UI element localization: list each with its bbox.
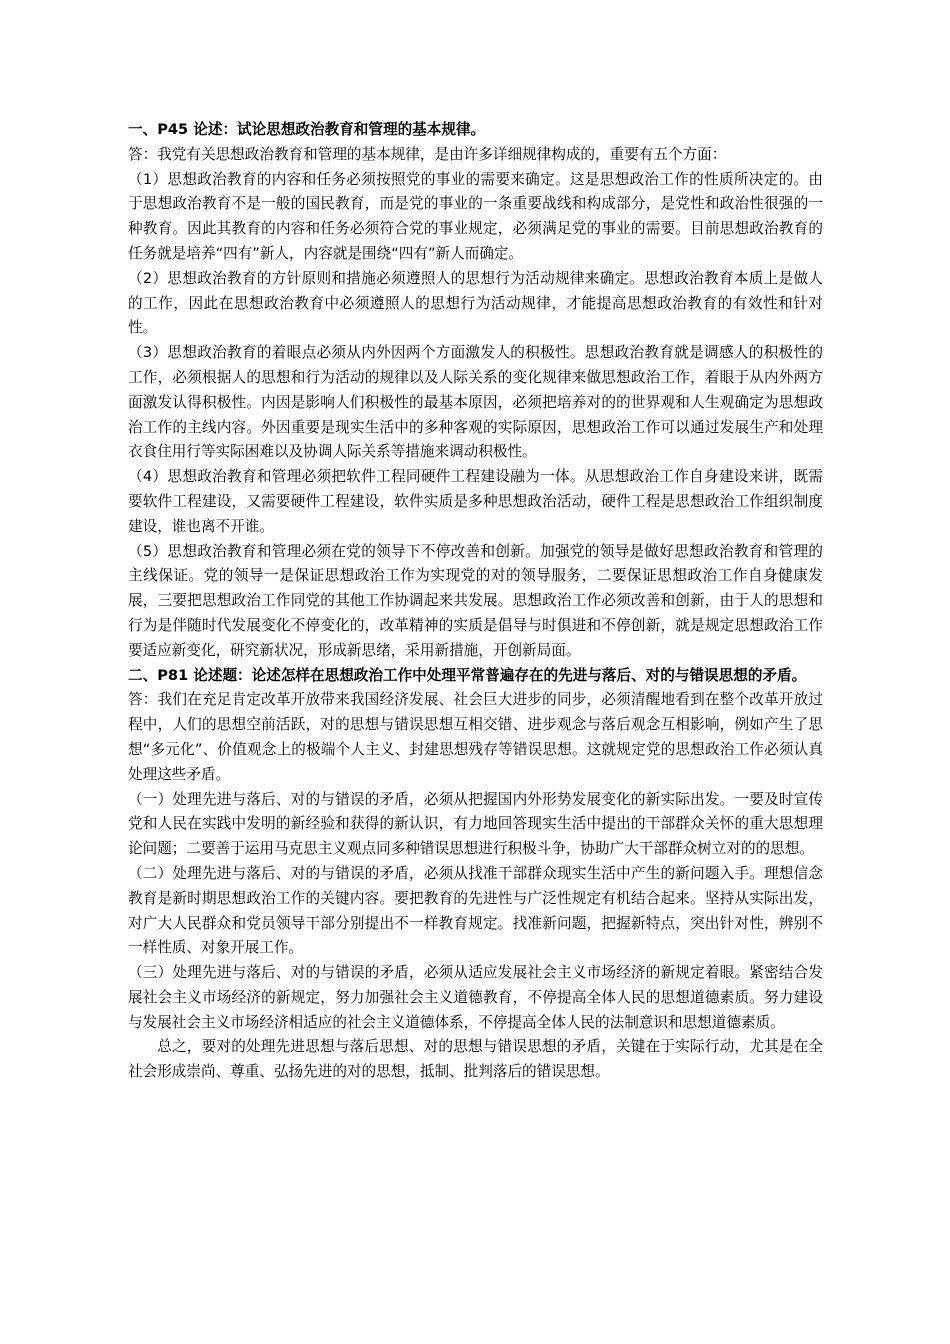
section-1-point-4: （4）思想政治教育和管理必须把软件工程同硬件工程建设融为一体。从思想政治工作自身建设来讲，既需要软件工程建设，又需要硬件工程建设，软件实质是多种思想政治活动，硬件工程是思想政治工作组织制度建设，谁也离不开谁。 [128,468,823,535]
section-2-point-3: （三）处理先进与落后、对的与错误的矛盾，必须从适应发展社会主义市场经济的新规定着眼。紧密结合发展社会主义市场经济的新规定，努力加强社会主义道德教育，不停提高全体人民的思想道德素质。努力建设与发展社会主义市场经济相适应的社会主义道德体系，不停提高全体人民的法制意识和思想道德素质。 [128,964,823,1031]
section-2-conclusion: 总之，要对的处理先进思想与落后思想、对的思想与错误思想的矛盾，关键在于实际行动，尤其是在全社会形成崇尚、尊重、弘扬先进的对的思想，抵制、批判落后的错误思想。 [128,1038,823,1081]
section-2-answer-intro: 答：我们在充足肯定改革开放带来我国经济发展、社会巨大进步的同步，必须清醒地看到在整个改革开放过程中，人们的思想空前活跃，对的思想与错误思想互相交错、进步观念与落后观念互相影响，例如产生了思想“多元化”、价值观念上的极端个人主义、封建思想残存等错误思想。这就规定党的思想政治工作必须认真处理这些矛盾。 [128,691,823,783]
section-1-point-2: （2）思想政治教育的方针原则和措施必须遵照人的思想行为活动规律来确定。思想政治教育本质上是做人的工作，因此在思想政治教育中必须遵照人的思想行为活动规律，才能提高思想政治教育的有效性和针对性。 [128,269,823,337]
section-2-point-2: （二）处理先进与落后、对的与错误的矛盾，必须从找准干部群众现实生活中产生的新问题入手。理想信念教育是新时期思想政治工作的关键内容。要把教育的先进性与广泛性规定有机结合起来。坚持从实际出发，对广大人民群众和党员领导干部分别提出不一样教育规定。找准新问题，把握新特点，突出针对性，辨别不一样性质、对象开展工作。 [128,864,823,957]
section-1-point-5: （5）思想政治教育和管理必须在党的领导下不停改善和创新。加强党的领导是做好思想政治教育和管理的主线保证。党的领导一是保证思想政治工作为实现党的对的领导服务，二要保证思想政治工作自身健康发展，三要把思想政治工作同党的其他工作协调起来共发展。思想政治工作必须改善和创新，由于人的思想和行为是伴随时代发展变化不停变化的，改革精神的实质是倡导与时俱进和不停创新，就是规定思想政治工作要适应新变化，研究新状况，形成新思绪，采用新措施，开创新局面。 [128,542,823,659]
section-1-heading: 一、P45 论述：试论思想政治教育和管理的基本规律。 [128,121,486,138]
section-2-point-1: （一）处理先进与落后、对的与错误的矛盾，必须从把握国内外形势发展变化的新实际出发。一要及时宣传党和人民在实践中发明的新经验和获得的新认识，有力地回答现实生活中提出的干部群众关怀的重大思想理论问题；二要善于运用马克思主义观点同多种错误思想进行积极斗争，协助广大干部群众树立对的的思想。 [128,790,823,858]
section-2-heading: 二、P81 论述题：论述怎样在思想政治工作中处理平常普遍存在的先进与落后、对的与错误思想的矛盾。 [128,666,807,684]
document-page [128,118,823,1085]
section-1-point-3: （3）思想政治教育的着眼点必须从内外因两个方面激发人的积极性。思想政治教育就是调感人的积极性的工作，必须根据人的思想和行为活动的规律以及人际关系的变化规律来做思想政治工作，着眼于从内外两方面激发认得积极性。内因是影响人们积极性的最基本原因，必须把培养对的的世界观和人生观确定为思想政治工作的主线内容。外因重要是现实生活中的多种客观的实际原因，思想政治工作可以通过发展生产和处理衣食住用行等实际困难以及协调人际关系等措施来调动积极性。 [128,344,823,461]
section-1-answer-intro: 答：我党有关思想政治教育和管理的基本规律，是由许多详细规律构成的，重要有五个方面： [128,145,727,163]
section-1-point-1: （1）思想政治教育的内容和任务必须按照党的事业的需要来确定。这是思想政治工作的性质所决定的。由于思想政治教育不是一般的国民教育，而是党的事业的一条重要战线和构成部分，是党性和政治性很强的一种教育。因此其教育的内容和任务必须符合党的事业规定，必须满足党的事业的需要。目前思想政治教育的任务就是培养“四有”新人，内容就是围绕“四有”新人而确定。 [128,170,823,262]
